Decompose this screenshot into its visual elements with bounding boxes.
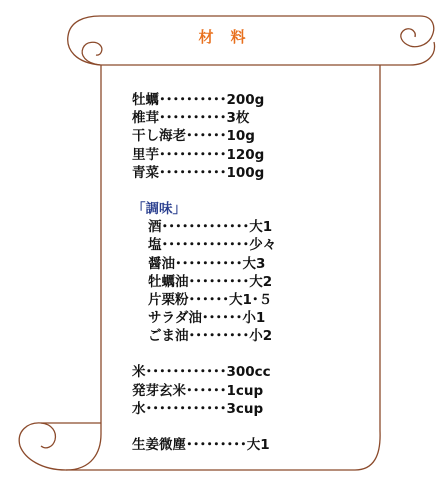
page-title: 材 料 bbox=[198, 28, 247, 46]
list-item: 牡蠣･･････････200g bbox=[132, 92, 265, 108]
list-item: 酒･････････････大1 bbox=[148, 219, 273, 236]
ingredient-list bbox=[132, 91, 392, 454]
list-item: 生姜微塵･････････大1 bbox=[132, 437, 270, 453]
list-item: 塩･････････････少々 bbox=[148, 237, 277, 254]
ingredient-group-rice bbox=[132, 363, 392, 418]
section-heading: 「調味」 bbox=[132, 200, 186, 217]
list-item: 米････････････300cc bbox=[132, 364, 271, 381]
list-item: 牡蠣油･････････大2 bbox=[148, 273, 273, 290]
ingredient-group-garnish bbox=[132, 436, 392, 454]
list-item: 椎茸･･････････3枚 bbox=[132, 110, 250, 127]
list-item: サラダ油･･････小1 bbox=[148, 310, 266, 327]
ingredient-group-main bbox=[132, 91, 392, 182]
list-item: 里芋･･････････120g bbox=[132, 146, 265, 163]
ingredient-group-seasoning bbox=[132, 200, 392, 346]
list-item: 醤油･･････････大3 bbox=[148, 255, 266, 272]
list-item: 青菜･･････････100g bbox=[132, 164, 265, 181]
list-item: 発芽玄米･･････1cup bbox=[132, 382, 264, 399]
list-item: ごま油･････････小2 bbox=[148, 328, 273, 345]
bottom-scroll-curl bbox=[19, 423, 101, 470]
list-item: 水････････････3cup bbox=[132, 400, 264, 417]
list-item: 干し海老･･････10g bbox=[132, 128, 255, 145]
list-item: 片栗粉･･････大1･５ bbox=[148, 291, 273, 308]
